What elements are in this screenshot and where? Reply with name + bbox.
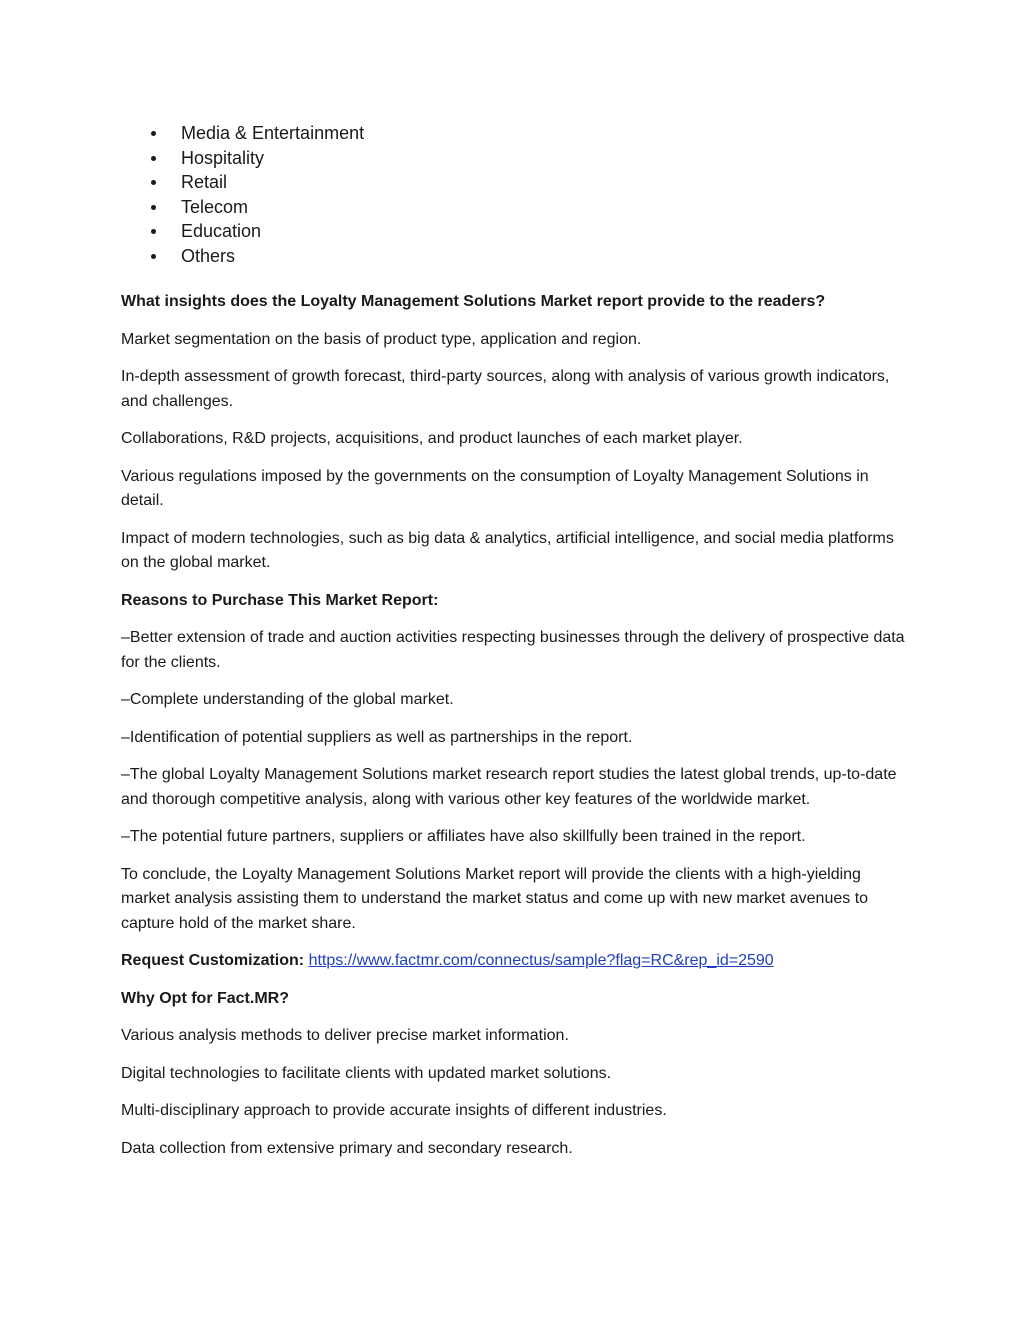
bullet-text: Hospitality	[181, 147, 265, 168]
bullet-item	[149, 121, 364, 146]
bullet-item	[149, 146, 364, 171]
bullet-item	[149, 195, 364, 220]
why-heading: Why Opt for Fact.MR?	[121, 989, 289, 1007]
insight-paragraph: Impact of modern technologies, such as big data & analytics, artificial intelligence, and social media platforms on the global market.	[121, 529, 894, 571]
bullet-item	[149, 170, 364, 195]
why-paragraph: Digital technologies to facilitate clients with updated market solutions.	[121, 1064, 612, 1082]
bullet-dot-icon	[151, 205, 156, 210]
request-customization-line	[121, 949, 906, 974]
bullet-text: Retail	[181, 172, 228, 192]
reasons-heading: Reasons to Purchase This Market Report:	[121, 591, 439, 609]
why-paragraph: Multi-disciplinary approach to provide accurate insights of different industries.	[121, 1102, 667, 1119]
request-customization-label: Request Customization:	[121, 952, 305, 969]
document-body	[121, 290, 906, 1174]
insight-paragraph: Collaborations, R&D projects, acquisitions, and product launches of each market player.	[121, 430, 743, 447]
conclusion-paragraph: To conclude, the Loyalty Management Solutions Market report will provide the clients with a high-yielding market analysis assisting them to understand the market status and come up with new market avenues to capture hold of the market share.	[121, 865, 869, 932]
bullet-dot-icon	[151, 131, 156, 136]
bullet-text: Others	[181, 245, 236, 266]
insight-paragraph: In-depth assessment of growth forecast, third-party sources, along with analysis of various growth indicators, and challenges.	[121, 368, 890, 410]
insight-paragraph: Various regulations imposed by the governments on the consumption of Loyalty Management Solutions in detail.	[121, 467, 869, 509]
bullet-dot-icon	[151, 254, 156, 259]
bullet-text: Education	[181, 221, 262, 241]
why-paragraph: Various analysis methods to deliver precise market information.	[121, 1027, 569, 1044]
bullet-item	[149, 244, 364, 269]
insights-heading: What insights does the Loyalty Management Solutions Market report provide to the readers?	[121, 293, 826, 310]
bullet-text: Media & Entertainment	[181, 123, 365, 143]
reason-paragraph: –Better extension of trade and auction activities respecting businesses through the delivery of prospective data for the clients.	[121, 629, 905, 671]
bullet-item	[149, 219, 364, 244]
reason-paragraph: –The potential future partners, suppliers or affiliates have also skillfully been trained in the report.	[121, 828, 806, 845]
bullet-text: Telecom	[181, 196, 249, 217]
reason-paragraph: –The global Loyalty Management Solutions market research report studies the latest global trends, up-to-date and thorough competitive analysis, along with various other key features of the worldwide market.	[121, 766, 897, 808]
request-customization-link[interactable]: https://www.factmr.com/connectus/sample?flag=RC&rep_id=2590	[308, 952, 774, 969]
bullet-dot-icon	[151, 156, 156, 161]
reason-paragraph: –Complete understanding of the global market.	[121, 691, 454, 708]
insight-paragraph: Market segmentation on the basis of product type, application and region.	[121, 330, 642, 348]
bullet-dot-icon	[151, 180, 156, 185]
bullet-dot-icon	[151, 229, 156, 234]
why-paragraph: Data collection from extensive primary and secondary research.	[121, 1139, 573, 1157]
industry-bullet-list	[149, 121, 364, 268]
reason-paragraph: –Identification of potential suppliers as well as partnerships in the report.	[121, 728, 633, 746]
